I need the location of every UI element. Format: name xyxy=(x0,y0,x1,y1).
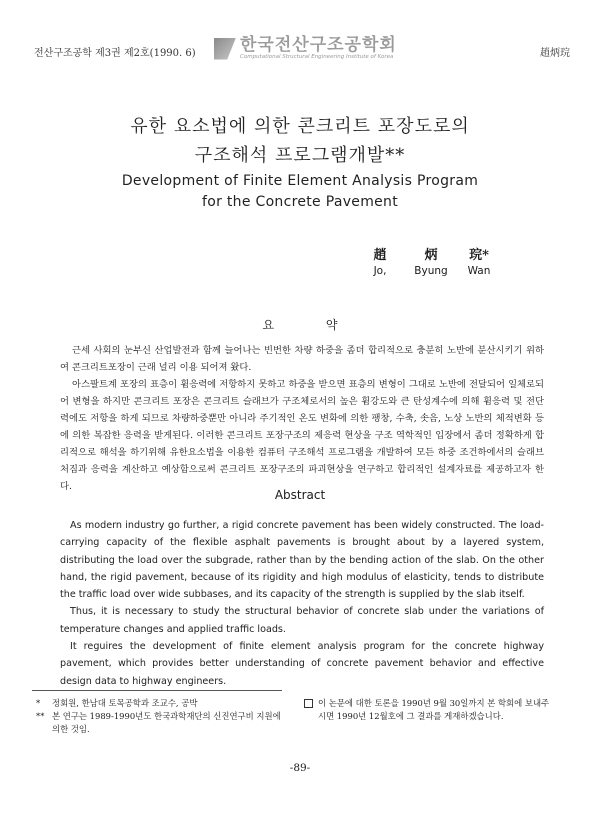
checkbox-square-icon xyxy=(304,699,313,708)
english-abstract-paragraph: As modern industry go further, a rigid concrete pavement has been widely constructed. The load-carrying capacity of the flexible asphalt pavements is brought about by a layered system, distributing the load over the subgrade, rather than by the bending action of the slab. On the other hand, the rigid pavement, because of its rigidity and high modulus of elasticity, tends to distribute the traffic load over wide subbases, and its capacity of the strength is supplied by the slab itself. xyxy=(60,520,544,601)
english-abstract xyxy=(60,517,544,690)
society-english-name: Computational Structural Engineering Institute of Korea xyxy=(240,54,394,60)
society-name: 한국전산구조공학회 xyxy=(240,35,397,55)
author-hanja: 炳 xyxy=(424,248,438,263)
author-romanized: Jo, xyxy=(373,265,387,277)
author-footnotes xyxy=(36,697,286,736)
korean-abstract-heading: 요 약 xyxy=(262,318,362,332)
korean-abstract-paragraph: 아스팔트계 포장의 표층이 휨응력에 저항하지 못하고 하중을 받으면 표층의 변형이 그대로 노반에 전달되어 일체로되어 변형을 하지만 콘크리트 포장은 콘크리트 슬래브가 구조체로서의 높은 휨강도와 큰 탄성계수에 의해 휨응력 및 전단력에도 저항을 하게 되므로 차량하중뿐만 아니라 주기적인 온도 변화에 의한 팽창, 수축, 솟음, 노상 노반의 체적변화 등에 의한 복잡한 응력을 받게된다. 이러한 콘크리트 포장구조의 제응력 현상을 구조 역학적인 입장에서 좀더 정확하게 합리적으로 해석을 하기위해 유한요소법을 이용한 컴퓨터 구조해석 프로그램을 개발하여 모든 하중 조건하에서의 슬래브 처짐과 응력을 계산하고 예상함으로써 콘크리트 포장구조의 파괴현상을 연구하고 합리적인 설계자료를 제공하고자 한다. xyxy=(60,379,544,492)
author-given-name-2 xyxy=(449,244,509,277)
title-korean-line2: 구조해석 프로그램개발** xyxy=(194,145,406,166)
society-logo xyxy=(214,36,397,61)
footnote-text: 정회원, 한남대 토목공학과 조교수, 공박 xyxy=(52,698,198,708)
korean-abstract-paragraph: 근세 사회의 눈부신 산업발전과 함께 늘어나는 빈번한 차량 하중을 좀더 합리적으로 충분히 노반에 분산시키기 위하여 콘크리트포장이 근래 널리 이용 되어져 왔다. xyxy=(60,345,544,373)
discussion-notice xyxy=(304,697,554,723)
society-emblem-icon xyxy=(214,38,236,60)
footnote-text: 본 연구는 1989-1990년도 한국과학재단의 신진연구비 지원에 의한 것임. xyxy=(52,711,281,734)
author-romanized: Wan xyxy=(467,265,491,277)
korean-abstract xyxy=(60,342,544,495)
header-author: 趙炳琓 xyxy=(540,48,570,59)
title-english-line1: Development of Finite Element Analysis Program xyxy=(121,173,479,189)
english-abstract-paragraph: It reguires the development of finite element analysis program for the concrete highway pavement, which provides better understanding of concrete pavement behavior and effective design data to highway engineers. xyxy=(60,641,544,687)
header-journal-info: 전산구조공학 제3권 제2호(1990. 6) xyxy=(34,48,196,59)
footnote-item xyxy=(36,697,286,710)
title-korean-line1: 유한 요소법에 의한 콘크리트 포장도로의 xyxy=(130,116,470,137)
author-hanja: 琓* xyxy=(469,248,489,263)
footnote-divider xyxy=(32,690,282,691)
author-romanized: Byung xyxy=(414,265,448,277)
title-english-line2: for the Concrete Pavement xyxy=(201,194,399,210)
english-abstract-heading: Abstract xyxy=(274,488,326,502)
author-hanja: 趙 xyxy=(373,248,387,263)
footnote-mark: * xyxy=(36,698,41,708)
discussion-notice-text: 이 논문에 대한 토론을 1990년 9월 30일까지 본 학회에 보내주시면 1990년 12월호에 그 결과를 게재하겠습니다. xyxy=(318,698,550,721)
footnote-item xyxy=(36,710,286,736)
footnote-mark: ** xyxy=(36,711,45,721)
english-abstract-paragraph: Thus, it is necessary to study the structural behavior of concrete slab under the variations of temperature changes and applied traffic loads. xyxy=(60,606,544,635)
page-number: -89- xyxy=(289,762,311,774)
